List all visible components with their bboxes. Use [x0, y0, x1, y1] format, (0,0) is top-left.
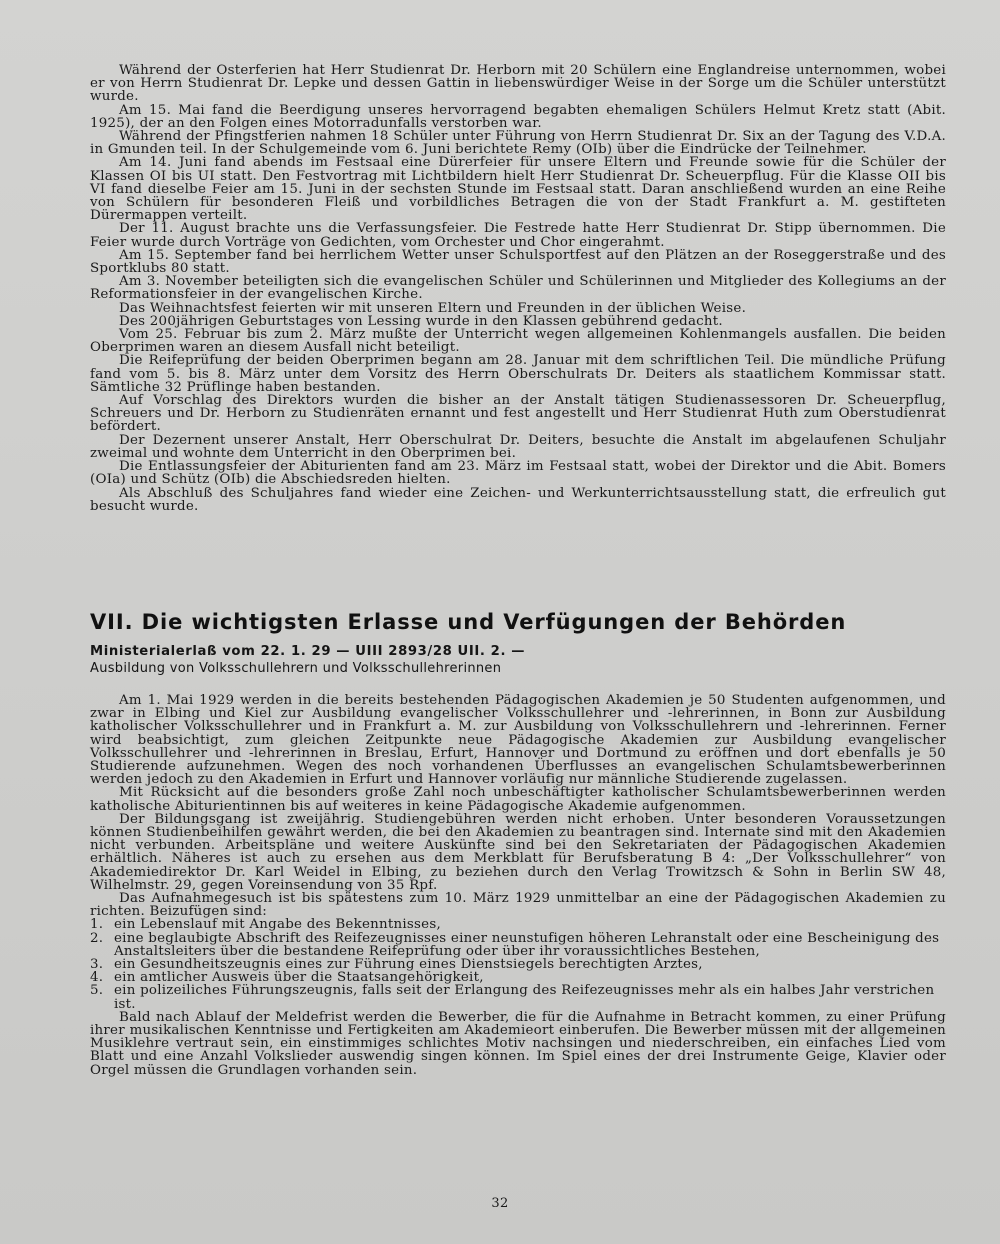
chronicle-paragraph: Als Abschluß des Schuljahres fand wieder eine Zeichen- und Werkunterrichtsausstellung statt, die erfreulich gut besucht wurde. [90, 485, 946, 514]
list-item [90, 984, 946, 1010]
chronicle-paragraph: Am 15. Mai fand die Beerdigung unseres hervorragend begabten ehemaligen Schülers Helmut Kretz statt (Abit. 1925), der an den Folgen eines Motorradunfalls verstorben war. [90, 102, 946, 131]
page-number: 32 [491, 1196, 509, 1211]
chronicle-paragraph: Des 200jährigen Geburtstages von Lessing wurde in den Klassen gebührend gedacht. [119, 313, 723, 329]
list-number: 3. [90, 957, 104, 973]
section-heading: VII. Die wichtigsten Erlasse und Verfügungen der Behörden [90, 610, 847, 634]
school-chronicle [90, 64, 946, 513]
chronicle-paragraph: Auf Vorschlag des Direktors wurden die bisher an der Anstalt tätigen Studienassessoren Dr. Scheuerpflug, Schreuers und Dr. Herborn zu Studienräten ernannt und fest angestellt und Herr Studienrat Huth zum Oberstudienrat befördert. [90, 393, 946, 435]
list-text: ein amtlicher Ausweis über die Staatsangehörigkeit, [114, 970, 484, 986]
list-text: ein polizeiliches Führungszeugnis, falls seit der Erlangung des Reifezeugnisses mehr als ein halbes Jahr verstrichen ist. [114, 983, 935, 1012]
decree-paragraph: Bald nach Ablauf der Meldefrist werden die Bewerber, die für die Aufnahme in Betracht kommen, zu einer Prüfung ihrer musikalischen Kenntnisse und Fertigkeiten am Akademieort einberufen. Die Bewerber müssen mit der allgemeinen Musiklehre vertraut sein, ein einstimmiges schlichtes Motiv nachsingen und niederschreiben, ein einfaches Lied vom Blatt und eine Anzahl Volkslieder auswendig singen können. Im Spiel eines der drei Instrumente Geige, Klavier oder Orgel müssen die Grundlagen vorhanden sein. [90, 1009, 946, 1078]
decree-paragraph: Mit Rücksicht auf die besonders große Zahl noch unbeschäftigter katholischer Schulamtsbewerberinnen werden katholische Abiturientinnen bis auf weiteres in keine Pädagogische Akademie aufgenommen. [90, 785, 946, 814]
chronicle-paragraph: Am 3. November beteiligten sich die evangelischen Schüler und Schülerinnen und Mitglieder des Kollegiums an der Reformationsfeier in der evangelischen Kirche. [90, 274, 946, 303]
chronicle-paragraph: Die Entlassungsfeier der Abiturienten fand am 23. März im Festsaal statt, wobei der Direktor und die Abit. Bomers (OIa) und Schütz (OIb) die Abschiedsreden hielten. [90, 459, 946, 488]
decrees-section [90, 609, 946, 1077]
list-number: 5. [90, 983, 104, 999]
decree-reference: Ministerialerlaß vom 22. 1. 29 — UIII 2893/28 UII. 2. — [90, 644, 526, 659]
decree-paragraph: Der Bildungsgang ist zweijährig. Studiengebühren werden nicht erhoben. Unter besonderen Voraussetzungen können Studienbeihilfen gewährt werden, die bei den Akademien zu beantragen sind. Internate sind mit den Akademien nicht verbunden. Arbeitspläne und weitere Auskünfte sind bei den Sekretariaten der Pädagogischen Akademien erhältlich. Näheres ist auch zu ersehen aus dem Merkblatt für Berufsberatung B 4: „Der Volksschullehrer“ von Akademiedirektor Dr. Karl Weidel in Elbing, zu beziehen durch den Verlag Trowitzsch & Sohn in Berlin SW 48, Wilhelmstr. 29, gegen Voreinsendung von 35 Rpf. [90, 811, 946, 893]
decree-subtitle: Ausbildung von Volksschullehrern und Volksschullehrerinnen [90, 661, 502, 676]
chronicle-paragraph: Am 15. September fand bei herrlichem Wetter unser Schulsportfest auf den Plätzen an der Roseggerstraße und des Sportklubs 80 statt. [90, 247, 946, 277]
chronicle-paragraph: Das Weihnachtsfest feierten wir mit unseren Eltern und Freunden in der üblichen Weise. [119, 300, 747, 316]
chronicle-paragraph: Der Dezernent unserer Anstalt, Herr Oberschulrat Dr. Deiters, besuchte die Anstalt im abgelaufenen Schuljahr zweimal und wohnte dem Unterricht in den Oberprimen bei. [90, 432, 946, 461]
list-item [90, 932, 946, 958]
decree-paragraph: Das Aufnahmegesuch ist bis spätestens zum 10. März 1929 unmittelbar an eine der Pädagogischen Akademien zu richten. Beizufügen sind: [90, 891, 946, 920]
list-text: ein Gesundheitszeugnis eines zur Führung eines Dienstsiegels berechtigten Arztes, [114, 957, 703, 973]
chronicle-paragraph: Während der Osterferien hat Herr Studienrat Dr. Herborn mit 20 Schülern eine Englandreise unternommen, wobei er von Herrn Studienrat Dr. Lepke und dessen Gattin in liebenswürdiger Weise in der Sorge um die Schüler unterstützt wurde. [90, 63, 946, 105]
chronicle-paragraph: Vom 25. Februar bis zum 2. März mußte der Unterricht wegen allgemeinen Kohlenmangels ausfallen. Die beiden Oberprimen waren an diesem Ausfall nicht beteiligt. [90, 327, 946, 356]
decree-paragraph: Am 1. Mai 1929 werden in die bereits bestehenden Pädagogischen Akademien je 50 Studenten aufgenommen, und zwar in Elbing und Kiel zur Ausbildung evangelischer Volksschullehrer und -lehrerinnen, in Bonn zur Ausbildung katholischer Volksschullehrer und in Frankfurt a. M. zur Ausbildung von Volksschullehrern und -lehrerinnen. Ferner wird beabsichtigt, zum gleichen Zeitpunkte neue Pädagogische Akademien zur Ausbildung evangelischer Volksschullehrer und -lehrerinnen in Breslau, Erfurt, Hannover und Dortmund zu eröffnen und dort ebenfalls je 50 Studierende aufzunehmen. Wegen des noch vorhandenen Überflusses an evangelischen Schulamtsbewerberinnen werden jedoch zu den Akademien in Erfurt und Hannover vorläufig nur männliche Studierende zugelassen. [90, 693, 946, 788]
list-text: ein Lebenslauf mit Angabe des Bekenntnisses, [114, 917, 441, 933]
list-number: 2. [90, 930, 104, 946]
list-text: eine beglaubigte Abschrift des Reifezeugnisses einer neunstufigen höheren Lehranstalt oder eine Bescheinigung des Anstaltsleiters über die bestandene Reifeprüfung oder über ihr voraussichtliches Bestehen, [114, 930, 940, 959]
chronicle-paragraph: Der 11. August brachte uns die Verfassungsfeier. Die Festrede hatte Herr Studienrat Dr. Stipp übernommen. Die Feier wurde durch Vorträge von Gedichten, vom Orchester und Chor eingerahmt. [90, 221, 946, 250]
chronicle-paragraph: Die Reifeprüfung der beiden Oberprimen begann am 28. Januar mit dem schriftlichen Teil. Die mündliche Prüfung fand vom 5. bis 8. März unter dem Vorsitz des Herrn Oberschulrats Dr. Deiters als staatlichem Kommissar statt. Sämtliche 32 Prüflinge haben bestanden. [90, 353, 946, 395]
requirements-list [90, 918, 946, 1010]
chronicle-paragraph: Während der Pfingstferien nahmen 18 Schüler unter Führung von Herrn Studienrat Dr. Six an der Tagung des V.D.A. in Gmunden teil. In der Schulgemeinde vom 6. Juni berichtete Remy (OIb) über die Eindrücke der Teilnehmer. [90, 129, 946, 158]
list-number: 1. [90, 917, 104, 933]
chronicle-paragraph: Am 14. Juni fand abends im Festsaal eine Dürerfeier für unsere Eltern und Freunde sowie für die Schüler der Klassen OI bis UI statt. Den Festvortrag mit Lichtbildern hielt Herr Studienrat Dr. Scheuerpflug. Für die Klasse OII bis VI fand dieselbe Feier am 15. Juni in der sechsten Stunde im Festsaal statt. Daran anschließend wurden an eine Reihe von Schülern für besonderen Fleiß und vorbildliches Betragen die von der Stadt Frankfurt a. M. gestifteten Dürermappen verteilt. [90, 155, 946, 224]
list-number: 4. [90, 970, 104, 986]
